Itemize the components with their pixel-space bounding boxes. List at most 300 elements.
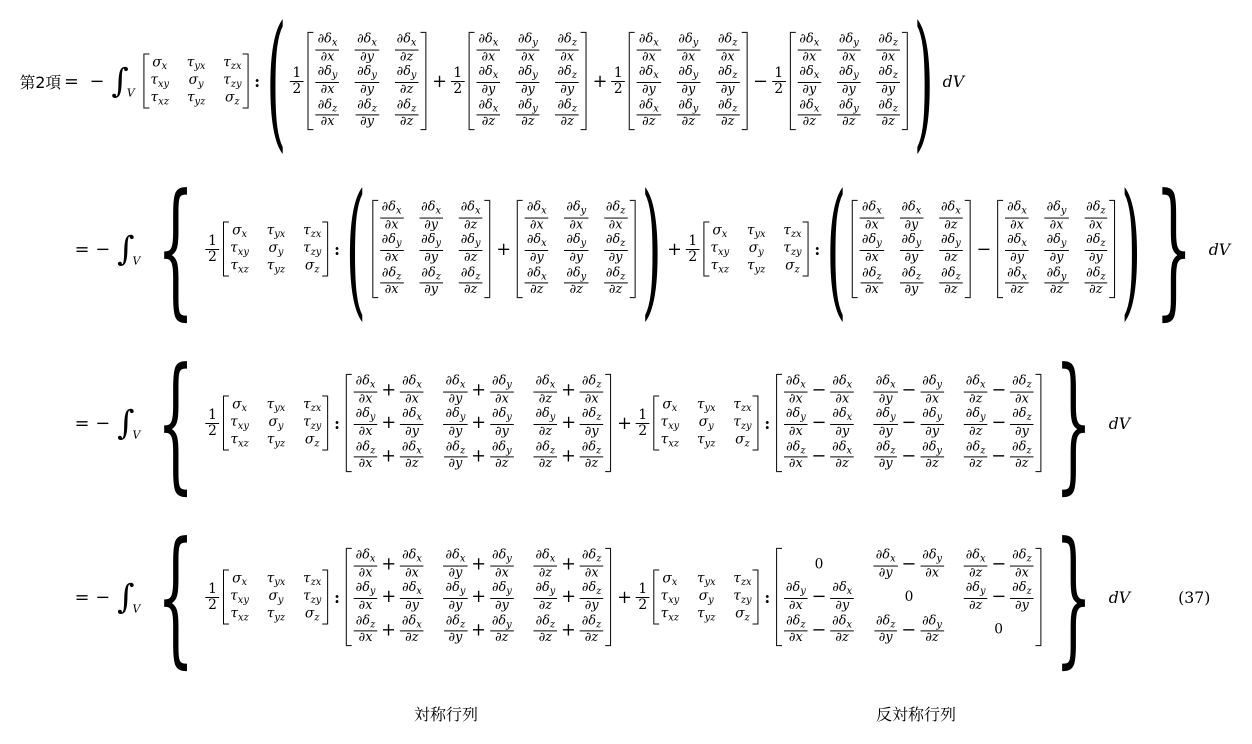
- displacement-component: y: [936, 619, 942, 630]
- partial-delta: ∂δ: [557, 64, 572, 80]
- displacement-component: y: [1060, 271, 1067, 282]
- stress-component: [735, 606, 750, 624]
- stress-component-symbol: σ: [748, 240, 759, 256]
- equals-sign: =: [74, 412, 90, 434]
- partial-derivative: [921, 614, 943, 645]
- partial-derivative: [921, 549, 943, 580]
- matrix-entry: [533, 614, 605, 645]
- stress-component: [232, 570, 247, 588]
- derivative-denominator: ∂y: [444, 391, 468, 405]
- derivative-denominator: ∂x: [784, 391, 808, 405]
- displacement-component: x: [492, 70, 499, 82]
- left-paren: (: [265, 0, 287, 167]
- displacement-component: z: [549, 619, 556, 630]
- displacement-component: z: [620, 206, 626, 217]
- derivative-numerator: [445, 582, 467, 598]
- displacement-component: z: [370, 619, 376, 630]
- partial-derivative: [445, 375, 467, 406]
- partial-derivative: [355, 408, 377, 439]
- operator: +: [381, 445, 397, 466]
- displacement-component: z: [596, 586, 602, 598]
- one-half-fraction: [291, 66, 303, 96]
- stress-component-subscript: y: [198, 79, 204, 90]
- stress-component: [232, 396, 247, 414]
- matrix-entry: [783, 582, 855, 613]
- half-numerator: 1: [292, 65, 302, 81]
- stress-component-symbol: σ: [268, 240, 278, 256]
- displacement-component: y: [475, 238, 481, 250]
- half-numerator: 1: [688, 233, 698, 249]
- derivative-numerator: [861, 266, 882, 282]
- double-dot: :: [814, 239, 821, 259]
- stress-component-symbol: τ: [266, 222, 275, 239]
- stress-component-subscript: y: [758, 247, 764, 258]
- displacement-component: y: [506, 412, 512, 424]
- stress-component-subscript: x: [241, 229, 248, 241]
- derivative-numerator: [831, 375, 853, 391]
- stress-component-symbol: τ: [186, 54, 195, 71]
- derivative-numerator: [526, 201, 548, 217]
- stress-component-symbol: τ: [302, 570, 311, 587]
- partial-derivative: [900, 234, 922, 265]
- displacement-component: y: [936, 445, 942, 456]
- partial-derivative: [581, 408, 602, 439]
- displacement-component: y: [506, 554, 512, 565]
- displacement-component: x: [653, 70, 659, 82]
- stress-component-subscript: y: [708, 595, 714, 606]
- operator: +: [471, 586, 487, 608]
- derivative-numerator: [396, 66, 418, 82]
- displacement-component: x: [410, 38, 417, 49]
- operator: −: [991, 412, 1007, 434]
- displacement-component: y: [506, 619, 512, 630]
- partial-delta: ∂δ: [355, 406, 370, 422]
- derivative-denominator: ∂y: [400, 598, 424, 612]
- stress-component-subscript: zy: [740, 595, 752, 606]
- partial-derivative: [717, 98, 738, 129]
- partial-derivative: [401, 440, 423, 471]
- partial-delta: ∂δ: [355, 439, 371, 455]
- left-brace: {: [156, 337, 195, 509]
- derivative-numerator: [831, 408, 853, 424]
- derivative-denominator: ∂y: [876, 82, 899, 96]
- matrix-entry: [873, 408, 945, 439]
- partial-delta: ∂δ: [940, 200, 956, 215]
- stress-component: [187, 90, 205, 108]
- partial-delta: ∂δ: [381, 200, 396, 215]
- partial-derivative: [940, 201, 962, 232]
- derivative-numerator: [535, 614, 556, 630]
- matrix-entry: [783, 408, 855, 439]
- stress-component: [783, 240, 801, 258]
- partial-derivative: [877, 66, 898, 97]
- partial-delta: ∂δ: [401, 613, 417, 629]
- partial-derivative: [638, 33, 660, 64]
- stress-component-subscript: y: [277, 421, 284, 432]
- derivative-denominator: ∂x: [784, 630, 807, 644]
- partial-delta: ∂δ: [491, 439, 507, 455]
- displacement-gradient: [308, 32, 427, 130]
- derivative-denominator: ∂z: [604, 282, 627, 296]
- operator: −: [901, 445, 917, 466]
- derivative-numerator: [581, 582, 602, 598]
- partial-derivative: [677, 33, 699, 64]
- derivative-numerator: [831, 440, 853, 456]
- partial-delta: ∂δ: [581, 548, 597, 563]
- partial-derivative: [1011, 408, 1032, 439]
- stress-component-symbol: τ: [710, 257, 719, 274]
- derivative-numerator: [355, 549, 377, 565]
- derivative-denominator: ∂z: [939, 282, 962, 296]
- partial-delta: ∂δ: [878, 32, 893, 47]
- derivative-denominator: ∂z: [525, 282, 549, 296]
- derivative-numerator: [940, 201, 962, 217]
- operator: −: [811, 586, 827, 608]
- displacement-component: x: [846, 586, 853, 598]
- derivative-numerator: [401, 614, 423, 630]
- derivative-numerator: [356, 66, 378, 82]
- stress-tensor: [654, 395, 759, 450]
- derivative-denominator: ∂y: [490, 424, 514, 438]
- displacement-component: x: [955, 206, 961, 217]
- derivative-denominator: ∂y: [355, 49, 379, 63]
- partial-derivative: [565, 266, 587, 297]
- derivative-numerator: [940, 234, 962, 250]
- partial-delta: ∂δ: [402, 406, 417, 422]
- derivative-numerator: [491, 614, 513, 630]
- displacement-component: y: [331, 70, 338, 82]
- stress-component: [303, 240, 321, 258]
- partial-delta: ∂δ: [785, 374, 801, 389]
- partial-derivative: [965, 549, 987, 580]
- derivative-denominator: ∂y: [716, 82, 739, 96]
- stress-tensor: [654, 569, 759, 624]
- derivative-denominator: ∂y: [1010, 598, 1033, 612]
- displacement-component: y: [506, 380, 512, 391]
- zero-entry: 0: [814, 556, 824, 573]
- stress-component-symbol: τ: [302, 396, 311, 413]
- derivative-numerator: [921, 375, 943, 391]
- matrix-entry: [353, 440, 425, 471]
- partial-delta: ∂δ: [526, 200, 542, 215]
- partial-derivative: [875, 440, 896, 471]
- derivative-numerator: [491, 408, 513, 424]
- operator: +: [381, 619, 397, 640]
- stress-component-symbol: σ: [735, 431, 745, 448]
- stress-component-subscript: z: [314, 264, 320, 276]
- partial-derivative: [420, 234, 442, 265]
- partial-delta: ∂δ: [799, 64, 814, 80]
- partial-delta: ∂δ: [838, 64, 854, 80]
- partial-derivative: [838, 33, 860, 64]
- partial-delta: ∂δ: [460, 265, 476, 281]
- partial-derivative: [396, 98, 417, 129]
- displacement-component: x: [1021, 206, 1027, 217]
- derivative-denominator: ∂z: [830, 456, 854, 470]
- derivative-numerator: [401, 408, 423, 424]
- operator: +: [471, 445, 486, 466]
- displacement-component: z: [890, 445, 896, 456]
- partial-derivative: [491, 408, 513, 439]
- partial-derivative: [317, 33, 339, 64]
- stress-component: [662, 570, 677, 588]
- displacement-component: z: [596, 445, 602, 456]
- partial-delta: ∂δ: [965, 439, 981, 455]
- half-numerator: 1: [208, 407, 217, 423]
- partial-delta: ∂δ: [381, 232, 396, 248]
- stress-component-symbol: τ: [266, 431, 275, 448]
- partial-derivative: [901, 266, 922, 297]
- displacement-component: z: [460, 619, 466, 630]
- derivative-numerator: [445, 440, 466, 456]
- stress-component-subscript: z: [234, 96, 240, 108]
- partial-delta: ∂δ: [832, 613, 847, 629]
- left-paren: (: [826, 163, 847, 335]
- displacement-component: x: [475, 206, 481, 217]
- partial-delta: ∂δ: [799, 97, 814, 113]
- stress-component-symbol: τ: [733, 588, 741, 604]
- partial-derivative: [581, 582, 602, 613]
- displacement-component: y: [853, 38, 859, 49]
- partial-delta: ∂δ: [965, 406, 981, 422]
- displacement-component: x: [846, 619, 853, 630]
- partial-delta: ∂δ: [491, 406, 507, 422]
- stress-component: [785, 258, 800, 276]
- stress-component-subscript: xy: [668, 595, 680, 606]
- derivative-numerator: [401, 375, 423, 391]
- derivative-numerator: [534, 375, 556, 391]
- derivative-numerator: [396, 33, 418, 49]
- stress-component-subscript: yz: [274, 612, 286, 624]
- partial-derivative: [1011, 582, 1032, 613]
- stress-tensor: [223, 395, 328, 450]
- partial-derivative: [921, 408, 943, 439]
- derivative-denominator: ∂z: [533, 598, 557, 612]
- stress-component: [749, 240, 764, 258]
- partial-delta: ∂δ: [402, 580, 417, 596]
- matrix-entry: [532, 582, 604, 613]
- stress-component-symbol: τ: [660, 605, 669, 622]
- partial-delta: ∂δ: [535, 374, 550, 389]
- derivative-denominator: ∂y: [580, 424, 603, 438]
- displacement-component: z: [1026, 380, 1032, 391]
- derivative-numerator: [1085, 266, 1106, 282]
- partial-derivative: [355, 375, 377, 406]
- displacement-component: x: [492, 103, 499, 114]
- one-half-fraction: [637, 408, 649, 438]
- stress-component-symbol: τ: [697, 605, 705, 622]
- derivative-denominator: ∂x: [876, 49, 899, 63]
- partial-delta: ∂δ: [445, 439, 461, 455]
- stress-component-subscript: xz: [237, 612, 249, 624]
- partial-derivative: [921, 440, 943, 471]
- derivative-denominator: ∂z: [830, 630, 854, 644]
- partial-derivative: [717, 33, 738, 64]
- stress-component: [268, 588, 283, 606]
- partial-derivative: [785, 408, 807, 439]
- derivative-denominator: ∂z: [876, 114, 899, 128]
- stress-component-subscript: x: [671, 577, 678, 589]
- partial-delta: ∂δ: [875, 374, 891, 389]
- derivative-denominator: ∂y: [355, 82, 379, 96]
- stress-component-subscript: x: [671, 403, 678, 415]
- equation-line-4: [0, 511, 1230, 683]
- partial-delta: ∂δ: [355, 548, 370, 563]
- stress-component: [305, 258, 320, 276]
- partial-delta: ∂δ: [875, 548, 891, 563]
- stress-component-subscript: x: [241, 403, 248, 415]
- partial-derivative: [831, 614, 853, 645]
- partial-derivative: [565, 201, 587, 232]
- operator: +: [561, 445, 576, 466]
- partial-delta: ∂δ: [402, 374, 417, 389]
- partial-delta: ∂δ: [491, 580, 507, 596]
- displacement-component: y: [506, 586, 512, 598]
- stress-component-symbol: σ: [225, 89, 235, 106]
- derivative-denominator: ∂x: [676, 49, 700, 63]
- derivative-numerator: [1046, 201, 1068, 217]
- partial-delta: ∂δ: [478, 32, 493, 47]
- displacement-gradient-transposed: [469, 32, 587, 130]
- partial-derivative: [798, 98, 820, 129]
- derivative-denominator: ∂z: [534, 456, 557, 470]
- derivative-numerator: [965, 582, 987, 598]
- derivative-denominator: ∂x: [316, 49, 340, 63]
- partial-delta: ∂δ: [445, 548, 460, 563]
- stress-component-subscript: xy: [237, 595, 249, 606]
- caption-antisymmetric-matrix: 反対称行列: [876, 705, 957, 724]
- stress-component-symbol: τ: [733, 396, 741, 413]
- derivative-denominator: ∂z: [395, 114, 418, 128]
- partial-derivative: [401, 549, 423, 580]
- partial-delta: ∂δ: [1007, 232, 1022, 248]
- matrix-entry: [783, 614, 855, 645]
- stress-component: [783, 222, 801, 240]
- derivative-denominator: ∂x: [476, 49, 500, 63]
- derivative-numerator: [381, 234, 403, 250]
- displacement-component: y: [459, 412, 466, 424]
- partial-delta: ∂δ: [1012, 374, 1027, 389]
- derivative-numerator: [445, 375, 467, 391]
- partial-delta: ∂δ: [396, 32, 411, 47]
- stress-component: [661, 606, 679, 624]
- partial-delta: ∂δ: [922, 548, 937, 563]
- half-numerator: 1: [638, 407, 648, 423]
- right-brace: }: [1054, 511, 1093, 683]
- derivative-denominator: ∂x: [860, 250, 884, 264]
- displacement-component: x: [846, 380, 853, 391]
- derivative-numerator: [517, 33, 539, 49]
- stress-component: [660, 588, 679, 606]
- displacement-component: y: [532, 103, 538, 114]
- stress-component-subscript: z: [314, 612, 320, 624]
- partial-delta: ∂δ: [566, 265, 581, 281]
- derivative-numerator: [491, 582, 513, 598]
- stress-component-symbol: τ: [783, 240, 791, 256]
- stress-component-symbol: τ: [150, 89, 159, 106]
- displacement-component: x: [890, 380, 896, 391]
- one-half-fraction: [612, 66, 624, 96]
- partial-derivative: [838, 66, 860, 97]
- partial-derivative: [491, 614, 513, 645]
- half-denominator: 2: [206, 597, 220, 612]
- derivative-denominator: ∂x: [400, 391, 424, 405]
- derivative-denominator: ∂x: [580, 391, 603, 405]
- displacement-component: x: [549, 554, 556, 565]
- volume-integral: ∫ V: [117, 577, 141, 617]
- derivative-numerator: [535, 440, 556, 456]
- stress-component: [711, 258, 729, 276]
- derivative-numerator: [921, 440, 943, 456]
- partial-derivative: [535, 440, 556, 471]
- matrix-entry: [963, 582, 1035, 613]
- partial-delta: ∂δ: [878, 97, 893, 113]
- partial-derivative: [1046, 201, 1068, 232]
- partial-delta: ∂δ: [1086, 265, 1101, 281]
- derivative-denominator: ∂x: [580, 565, 603, 579]
- displacement-component: y: [395, 238, 402, 250]
- symmetric-part: [346, 548, 611, 646]
- displacement-component: z: [596, 412, 602, 424]
- displacement-component: z: [1100, 238, 1106, 250]
- matrix-entry: [873, 614, 945, 645]
- partial-delta: ∂δ: [832, 580, 847, 596]
- derivative-numerator: [677, 33, 699, 49]
- stress-component-subscript: yx: [274, 229, 286, 241]
- stress-component-subscript: xz: [668, 438, 679, 450]
- partial-derivative: [965, 408, 987, 439]
- derivative-numerator: [477, 98, 499, 114]
- partial-delta: ∂δ: [638, 64, 654, 80]
- plus-sign: +: [432, 70, 448, 92]
- partial-delta: ∂δ: [717, 64, 733, 80]
- derivative-denominator: ∂y: [476, 82, 500, 96]
- stress-component: [699, 414, 714, 432]
- displacement-component: x: [800, 380, 806, 391]
- stress-component: [697, 606, 715, 624]
- matrix-entry: [963, 549, 1035, 580]
- partial-delta: ∂δ: [922, 374, 937, 389]
- displacement-component: y: [580, 271, 587, 282]
- stress-component-symbol: τ: [660, 414, 669, 430]
- derivative-numerator: [1011, 440, 1032, 456]
- stress-component: [662, 396, 677, 414]
- derivative-denominator: ∂x: [354, 565, 378, 579]
- half-denominator: 2: [290, 81, 304, 96]
- displacement-component: z: [732, 38, 738, 49]
- partial-derivative: [534, 375, 556, 406]
- stress-component-subscript: zx: [310, 577, 322, 589]
- term-label: 第2項: [19, 72, 62, 92]
- displacement-component: x: [459, 554, 466, 565]
- stress-component: [303, 570, 321, 588]
- operator: +: [561, 586, 577, 608]
- derivative-numerator: [831, 582, 853, 598]
- displacement-component: z: [571, 103, 577, 114]
- derivative-numerator: [356, 33, 378, 49]
- matrix-entry: [532, 375, 604, 406]
- matrix-entry: [443, 408, 515, 439]
- derivative-denominator: ∂z: [459, 217, 483, 231]
- stress-component-subscript: zx: [740, 577, 752, 589]
- partial-derivative: [798, 66, 820, 97]
- displacement-component: z: [892, 38, 898, 49]
- partial-derivative: [677, 66, 699, 97]
- displacement-component: z: [1026, 445, 1032, 456]
- partial-derivative: [401, 408, 423, 439]
- derivative-denominator: ∂y: [797, 82, 821, 96]
- equation-number: (37): [1178, 587, 1211, 607]
